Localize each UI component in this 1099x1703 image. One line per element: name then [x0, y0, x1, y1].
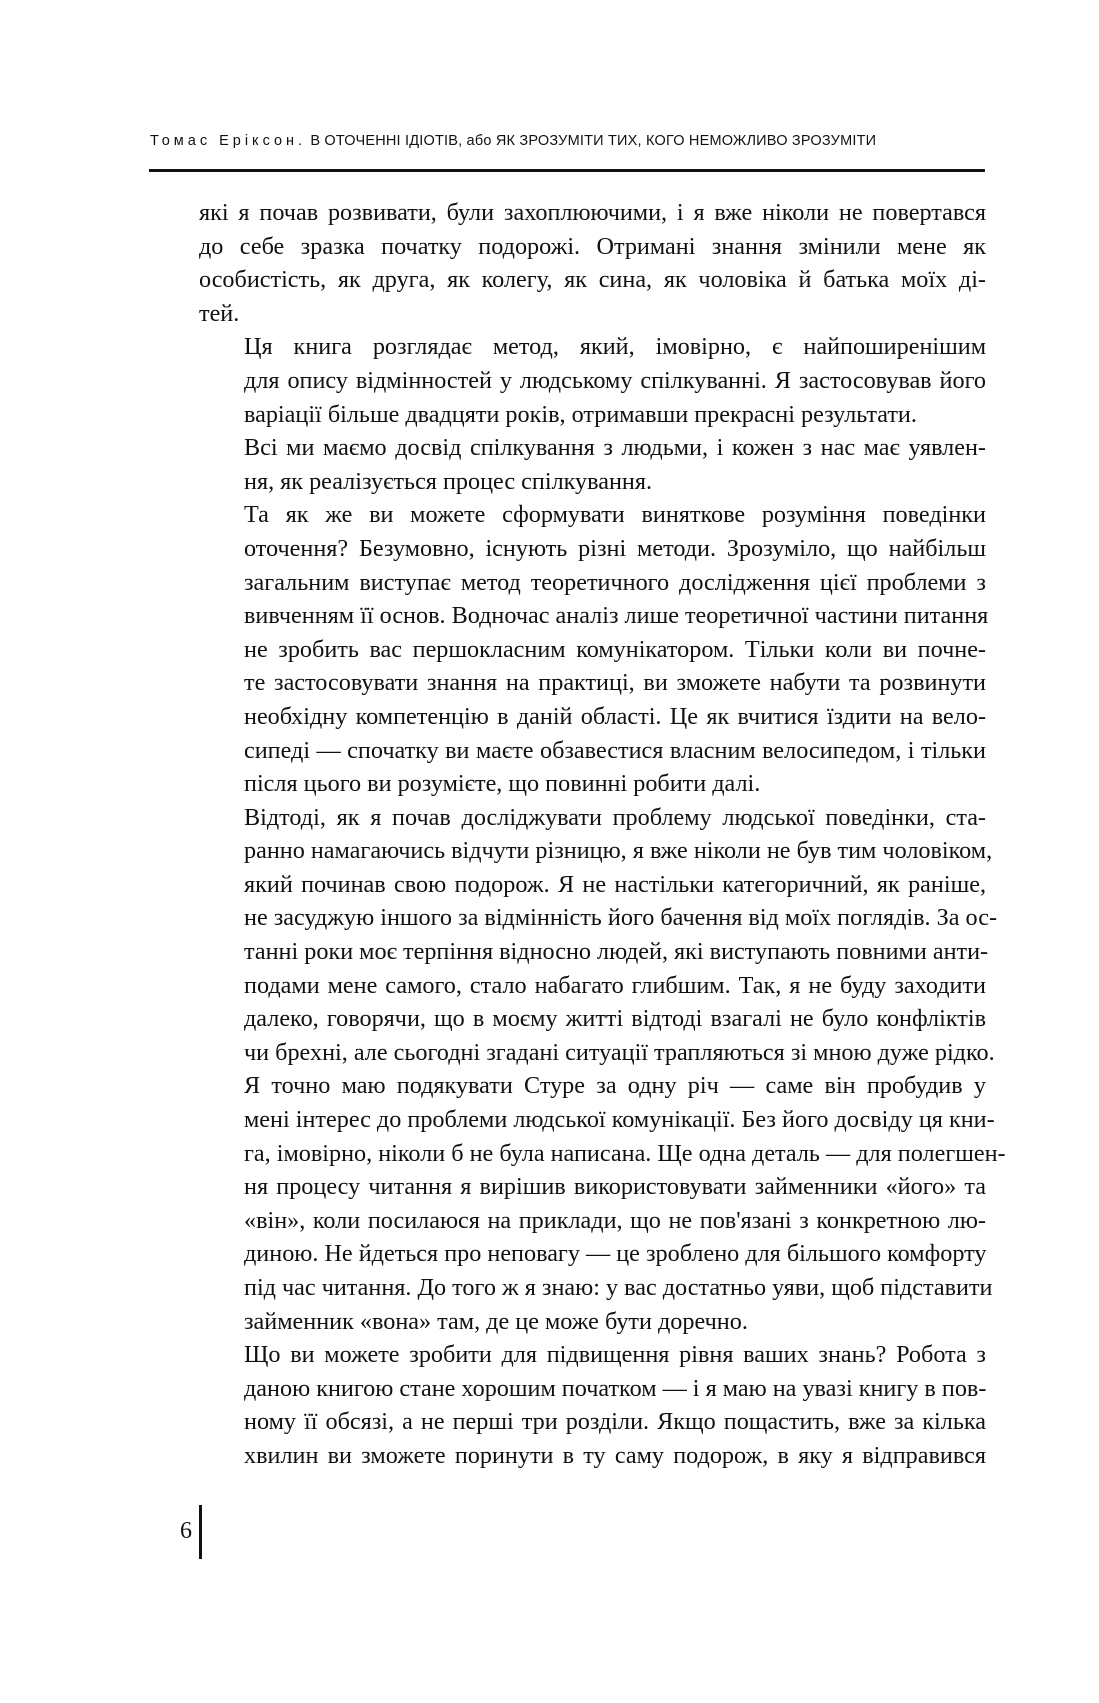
text-line: оточення? Безумовно, існують різні методи. Зрозуміло, що найбільш: [244, 534, 986, 562]
text-line: Я точно маю подякувати Стуре за одну річ — саме він пробудив у: [244, 1072, 986, 1100]
paragraph: [199, 801, 998, 1070]
text-line: га, імовірно, ніколи б не була написана. Ще одна деталь — для полегшен-: [244, 1139, 1006, 1167]
header-rule: [149, 169, 985, 172]
text-line: даною книгою стане хорошим початком — і я маю на увазі книгу в пов-: [244, 1374, 987, 1402]
text-line: Та як же ви можете сформувати виняткове розуміння поведінки: [244, 501, 986, 529]
paragraph: [199, 431, 986, 498]
text-line: «він», коли посилаюся на приклади, що не пов'язані з конкретною лю-: [244, 1206, 986, 1234]
text-line: чи брехні, але сьогодні згадані ситуації трапляються зі мною дуже рідко.: [244, 1038, 995, 1066]
text-line: особистість, як друга, як колегу, як сина, як чоловіка й батька моїх ді-: [199, 266, 986, 294]
text-line: для опису відмінностей у людському спілкуванні. Я застосовував його: [244, 366, 986, 394]
paragraph: [199, 1338, 986, 1472]
paragraph: [199, 1069, 1006, 1338]
text-line: те застосовувати знання на практиці, ви зможете набути та розвинути: [244, 669, 986, 697]
text-line: займенник «вона» там, де це може бути доречно.: [244, 1307, 748, 1335]
text-line: не засуджую іншого за відмінність його бачення від моїх поглядів. За ос-: [244, 904, 998, 932]
text-line: ня, як реалізується процес спілкування.: [244, 467, 653, 495]
text-line: сипеді — спочатку ви маєте обзавестися власним велосипедом, і тільки: [244, 736, 986, 764]
header-author: Томас Ерiксон.: [150, 133, 307, 149]
text-line: які я почав розвивати, були захоплюючими, і я вже ніколи не повертався: [199, 199, 986, 226]
text-line: не зробить вас першокласним комунікатором. Тільки коли ви почне-: [244, 635, 986, 663]
text-line: загальним виступає метод теоретичного дослідження цієї проблеми з: [244, 568, 986, 596]
text-line: який починав свою подорож. Я не настільки категоричний, як раніше,: [244, 870, 986, 898]
text-line: Всі ми маємо досвід спілкування з людьми, і кожен з нас має уявлен-: [244, 434, 986, 462]
paragraph: [199, 196, 986, 330]
paragraph: [199, 330, 986, 431]
text-line: до себе зразка початку подорожі. Отримані знання змінили мене як: [199, 232, 986, 260]
running-header: [150, 133, 985, 149]
text-line: Ця книга розглядає метод, який, імовірно, є найпоширенішим: [244, 333, 986, 361]
header-title: В ОТОЧЕННІ ІДІОТІВ, або ЯК ЗРОЗУМІТИ ТИХ, КОГО НЕМОЖЛИВО ЗРОЗУМІТИ: [310, 133, 877, 149]
page-number-rule: [199, 1505, 202, 1559]
text-line: Відтоді, як я почав досліджувати проблему людської поведінки, ста-: [244, 803, 986, 831]
page-number: 6: [180, 1518, 192, 1544]
paragraph: [199, 498, 989, 800]
text-line: Що ви можете зробити для підвищення рівня ваших знань? Робота з: [244, 1341, 986, 1369]
text-line: ня процесу читання я вирішив використовувати займенники «його» та: [244, 1173, 986, 1201]
text-line: варіації більше двадцяти років, отримавши прекрасні результати.: [244, 400, 917, 428]
text-line: тей.: [199, 299, 240, 327]
text-line: хвилин ви зможете поринути в ту саму подорож, в яку я відправився: [244, 1441, 986, 1469]
text-line: після цього ви розумієте, що повинні робити далі.: [244, 770, 761, 798]
text-line: танні роки моє терпіння відносно людей, які виступають повними анти-: [244, 938, 989, 966]
text-line: ранно намагаючись відчути різницю, я вже ніколи не був тим чоловіком,: [244, 837, 993, 865]
text-line: вивченням її основ. Водночас аналіз лише теоретичної частини питання: [244, 602, 989, 630]
text-line: ному її обсязі, а не перші три розділи. Якщо пощастить, вже за кілька: [244, 1408, 986, 1436]
text-line: під час читання. До того ж я знаю: у вас достатньо уяви, щоб підставити: [244, 1274, 993, 1301]
body-text: [199, 196, 1006, 1473]
text-line: необхідну компетенцію в даній області. Це як вчитися їздити на вело-: [244, 702, 986, 730]
text-line: диною. Не йдеться про неповагу — це зроблено для більшого комфорту: [244, 1240, 987, 1268]
text-line: подами мене самого, стало набагато глибшим. Так, я не буду заходити: [244, 971, 986, 999]
text-line: далеко, говорячи, що в моєму житті відтоді взагалі не було конфліктів: [244, 1005, 986, 1033]
text-line: мені інтерес до проблеми людської комунікації. Без його досвіду ця кни-: [244, 1106, 995, 1134]
